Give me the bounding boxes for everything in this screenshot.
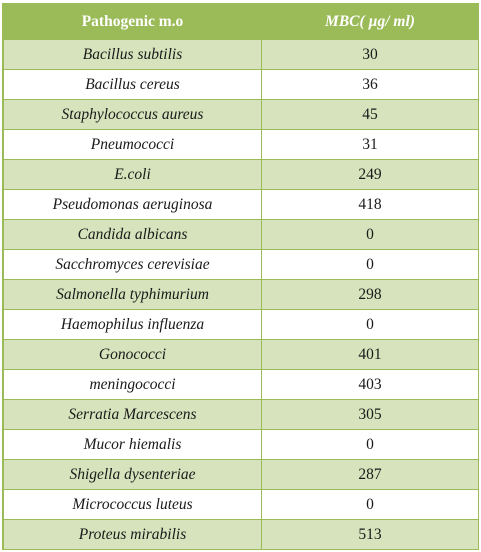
organism-cell: meningococci bbox=[4, 370, 262, 400]
mbc-value-cell: 287 bbox=[262, 460, 479, 490]
header-organism: Pathogenic m.o bbox=[4, 5, 262, 40]
table-row bbox=[4, 520, 479, 550]
table-row bbox=[4, 430, 479, 460]
organism-cell: Sacchromyces cerevisiae bbox=[4, 250, 262, 280]
organism-cell: Micrococcus luteus bbox=[4, 490, 262, 520]
mbc-value-cell: 31 bbox=[262, 130, 479, 160]
table-row bbox=[4, 280, 479, 310]
organism-cell: Bacillus cereus bbox=[4, 70, 262, 100]
organism-cell: Proteus mirabilis bbox=[4, 520, 262, 550]
mbc-value-cell: 36 bbox=[262, 70, 479, 100]
table-row bbox=[4, 190, 479, 220]
organism-cell: Salmonella typhimurium bbox=[4, 280, 262, 310]
table-row bbox=[4, 130, 479, 160]
organism-cell: Mucor hiemalis bbox=[4, 430, 262, 460]
table-body bbox=[4, 40, 479, 550]
table-row bbox=[4, 310, 479, 340]
header-row bbox=[4, 5, 479, 40]
table-row bbox=[4, 370, 479, 400]
organism-cell: Gonococci bbox=[4, 340, 262, 370]
table-row bbox=[4, 70, 479, 100]
organism-cell: Staphylococcus aureus bbox=[4, 100, 262, 130]
mbc-value-cell: 0 bbox=[262, 220, 479, 250]
mbc-value-cell: 418 bbox=[262, 190, 479, 220]
mbc-value-cell: 305 bbox=[262, 400, 479, 430]
table-row bbox=[4, 40, 479, 70]
table-row bbox=[4, 160, 479, 190]
organism-cell: E.coli bbox=[4, 160, 262, 190]
mbc-value-cell: 298 bbox=[262, 280, 479, 310]
organism-cell: Pseudomonas aeruginosa bbox=[4, 190, 262, 220]
mbc-table-container bbox=[2, 3, 479, 550]
mbc-value-cell: 45 bbox=[262, 100, 479, 130]
mbc-value-cell: 0 bbox=[262, 430, 479, 460]
table-header bbox=[4, 5, 479, 40]
mbc-value-cell: 401 bbox=[262, 340, 479, 370]
organism-cell: Pneumococci bbox=[4, 130, 262, 160]
mbc-value-cell: 30 bbox=[262, 40, 479, 70]
table-row bbox=[4, 220, 479, 250]
mbc-value-cell: 249 bbox=[262, 160, 479, 190]
mbc-table bbox=[3, 4, 479, 550]
mbc-value-cell: 513 bbox=[262, 520, 479, 550]
table-row bbox=[4, 400, 479, 430]
table-row bbox=[4, 490, 479, 520]
header-mbc: MBC( µg/ ml) bbox=[262, 5, 479, 40]
table-row bbox=[4, 100, 479, 130]
mbc-value-cell: 0 bbox=[262, 250, 479, 280]
table-row bbox=[4, 340, 479, 370]
organism-cell: Bacillus subtilis bbox=[4, 40, 262, 70]
organism-cell: Haemophilus influenza bbox=[4, 310, 262, 340]
organism-cell: Shigella dysenteriae bbox=[4, 460, 262, 490]
organism-cell: Candida albicans bbox=[4, 220, 262, 250]
mbc-value-cell: 0 bbox=[262, 310, 479, 340]
mbc-value-cell: 0 bbox=[262, 490, 479, 520]
mbc-value-cell: 403 bbox=[262, 370, 479, 400]
organism-cell: Serratia Marcescens bbox=[4, 400, 262, 430]
table-row bbox=[4, 250, 479, 280]
table-row bbox=[4, 460, 479, 490]
